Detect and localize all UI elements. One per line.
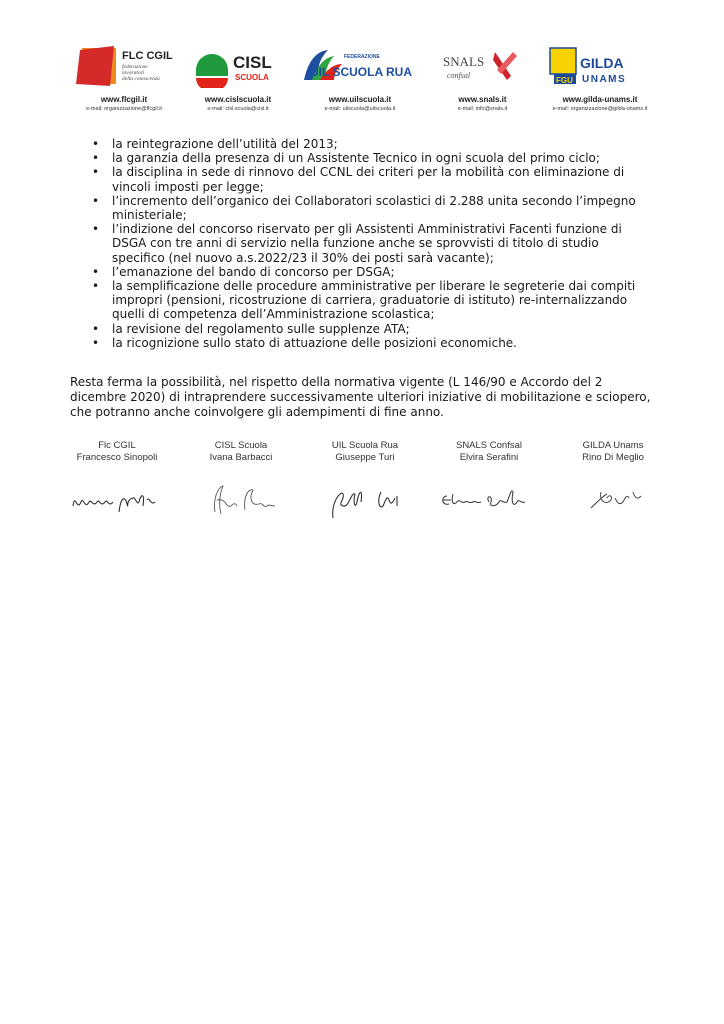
list-item [92, 222, 652, 265]
svg-text:confsal: confsal [447, 71, 471, 80]
logo-uil-scuola [298, 40, 422, 115]
list-item [92, 279, 652, 322]
bullet-marker: • [92, 264, 100, 279]
closing-line: che potranno anche coinvolgere gli adempimenti di fine anno. [70, 405, 444, 420]
signatory-uil-scuola [303, 440, 427, 464]
bullet-marker: • [92, 279, 100, 294]
signature-drawing [55, 472, 179, 522]
list-item [92, 165, 652, 193]
svg-text:della conoscenza: della conoscenza [122, 76, 160, 82]
list-item [92, 336, 652, 350]
uil-logo-name: UIL SCUOLA RUA [310, 65, 412, 79]
signatory-org: UIL Scuola Rua [331, 440, 399, 451]
closing-line: dicembre 2020) di intraprendere successivamente ulteriori iniziative di mobilitazione e sciopero, [70, 390, 651, 405]
logo-gilda-unams [540, 40, 660, 115]
signatory-person: Elvira Serafini [459, 452, 519, 463]
snals-logo-name: SNALS [443, 54, 485, 69]
closing-line: Resta ferma la possibilità, nel rispetto della normativa vigente (L 146/90 e Accordo del 2 [70, 375, 603, 389]
bullet-marker: • [92, 165, 100, 180]
list-item-line: la garanzia della presenza di un Assistente Tecnico in ogni scuola del primo ciclo; [112, 151, 600, 166]
flc-logo-name: FLC CGIL [122, 50, 173, 62]
gilda-web: www.gilda-unams.it [562, 95, 638, 104]
list-item-line: specifico (nel nuovo a.s.2022/23 il 30% dei posti sarà vacante); [112, 250, 494, 265]
header-logos [70, 40, 660, 115]
list-item [92, 137, 652, 151]
list-item [92, 322, 652, 336]
list-item-line: la reintegrazione dell’utilità del 2013; [112, 137, 338, 151]
bullet-marker: • [92, 335, 100, 350]
bullet-marker: • [92, 222, 100, 237]
list-item-line: ministeriale; [112, 208, 187, 223]
list-item [92, 151, 652, 165]
cisl-logo-name: CISL [233, 53, 272, 72]
list-item-line: la semplificazione delle procedure amministrative per liberare le segreterie dai compiti [112, 279, 636, 294]
flc-email: e-mail: organizzazione@flcgil.it [86, 106, 162, 112]
signatory-cisl-scuola [179, 440, 303, 464]
signatory-snals [427, 440, 551, 464]
signatory-person: Ivana Barbacci [209, 452, 273, 463]
list-item-line: la ricognizione sullo stato di attuazione delle posizioni economiche. [112, 335, 517, 350]
uil-email: e-mail: uilscuola@uilscuola.it [324, 106, 396, 112]
cisl-logo-mark [188, 46, 288, 88]
logo-cisl-scuola [188, 40, 288, 115]
flc-cgil-logo-mark [70, 46, 178, 88]
signatory-org: GILDA Unams [582, 440, 644, 451]
logo-flc-cgil [70, 40, 178, 115]
signature-drawing [427, 472, 551, 522]
list-item-line: l’incremento dell’organico dei Collaboratori scolastici di 2.288 unita secondo l’impegno [112, 193, 636, 208]
signatory-person: Francesco Sinopoli [76, 452, 158, 463]
signature-drawing [551, 472, 675, 522]
logo-snals [435, 40, 530, 115]
snals-web: www.snals.it [458, 95, 507, 104]
gilda-email: e-mail: organizzazione@gilda-unams.it [552, 106, 648, 112]
bullet-marker: • [92, 151, 100, 166]
list-item-line: la disciplina in sede di rinnovo del CCNL dei criteri per la mobilità con eliminazione di [112, 165, 625, 180]
signatory-org: Flc CGIL [98, 440, 136, 451]
svg-text:FEDERAZIONE: FEDERAZIONE [344, 54, 380, 60]
list-item [92, 265, 652, 279]
list-item-line: quelli di competenza dell’Amministrazione scolastica; [112, 307, 435, 322]
demands-list [92, 137, 652, 350]
signatory-gilda [551, 440, 675, 464]
uil-web: www.uilscuola.it [328, 95, 392, 104]
snals-email: e-mail: info@snals.it [457, 106, 508, 112]
signatory-flc-cgil [55, 440, 179, 464]
signatory-person: Rino Di Meglio [582, 452, 644, 463]
cisl-web: www.cislscuola.it [204, 95, 272, 104]
svg-text:FGU: FGU [556, 76, 573, 85]
list-item-line: DSGA con tre anni di servizio nella funzione anche se sprovvisti di titolo di studio [112, 236, 599, 251]
closing-paragraph [70, 375, 658, 421]
uil-logo-mark [298, 46, 422, 88]
list-item-line: impropri (pensioni, ricostruzione di carriera, graduatorie di istituto) re-internalizzando [112, 293, 628, 308]
list-item-line: l’emanazione del bando di concorso per DSGA; [112, 264, 395, 279]
gilda-logo-mark [540, 46, 660, 88]
svg-text:SCUOLA: SCUOLA [235, 73, 269, 82]
svg-text:lavoratori: lavoratori [122, 70, 145, 76]
signatories [55, 440, 675, 530]
signature-drawing [303, 472, 427, 522]
bullet-marker: • [92, 137, 100, 151]
svg-text:UNAMS: UNAMS [582, 74, 627, 85]
bullet-marker: • [92, 321, 100, 336]
signatory-person: Giuseppe Turi [335, 452, 395, 463]
signatory-org: CISL Scuola [214, 440, 268, 451]
list-item-line: la revisione del regolamento sulle supplenze ATA; [112, 321, 410, 336]
signature-drawing [179, 472, 303, 522]
list-item [92, 194, 652, 222]
gilda-logo-name: GILDA [580, 55, 624, 71]
flc-web: www.flcgil.it [100, 95, 148, 104]
svg-text:federazione: federazione [122, 64, 148, 70]
bullet-marker: • [92, 193, 100, 208]
snals-logo-mark [435, 46, 530, 88]
list-item-line: vincoli imposti per legge; [112, 179, 264, 194]
cisl-email: e-mail: cisl.scuola@cisl.it [207, 106, 269, 112]
signatory-org: SNALS Confsal [455, 440, 522, 451]
list-item-line: l’indizione del concorso riservato per gli Assistenti Amministrativi Facenti funzione di [112, 222, 622, 237]
